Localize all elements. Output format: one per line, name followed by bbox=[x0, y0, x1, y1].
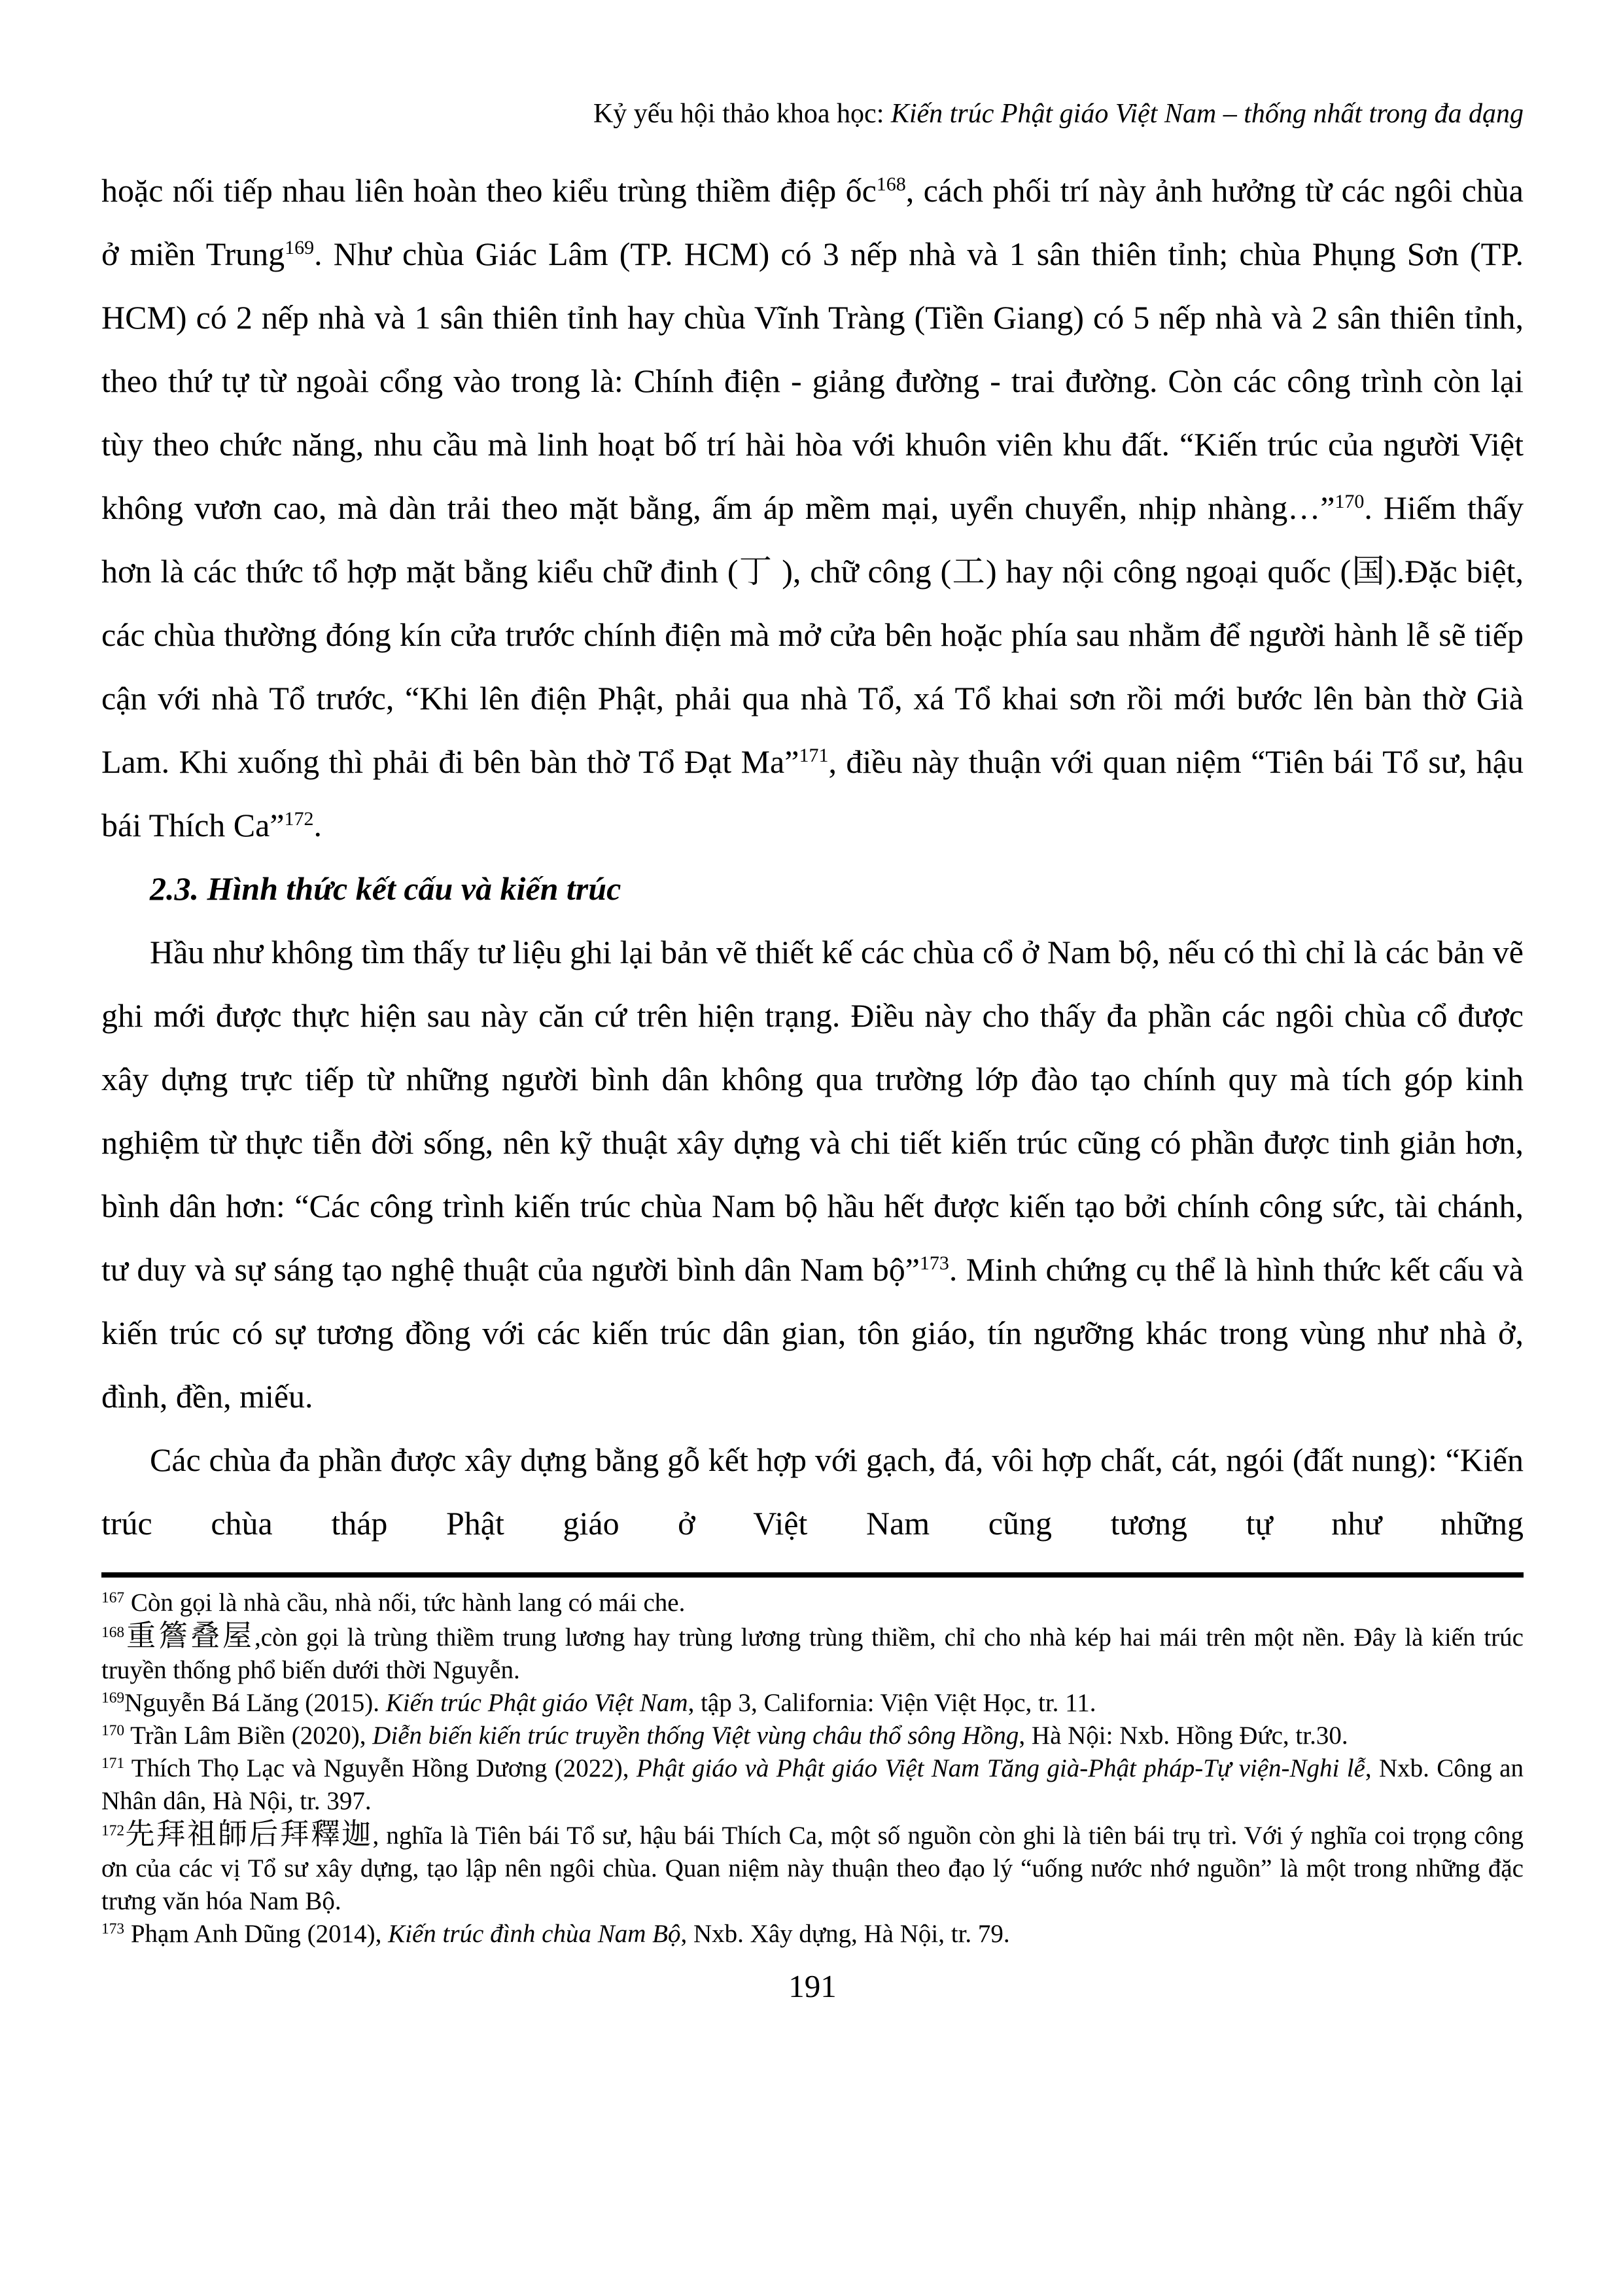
paragraph-3 bbox=[101, 1428, 1524, 1555]
footnote-169 bbox=[101, 1687, 1524, 1720]
paragraph-2 bbox=[101, 921, 1524, 1428]
footnote-167 bbox=[101, 1587, 1524, 1619]
footnote-171 bbox=[101, 1752, 1524, 1818]
text-segment: , Nxb. Công an Nhân dân, Hà Nội, tr. 397. bbox=[101, 1754, 1524, 1815]
text-segment: . Hiếm thấy hơn là các thức tổ hợp mặt bằng kiểu chữ đinh ( bbox=[101, 489, 1524, 590]
text-segment: Còn gọi là nhà cầu, nhà nối, tức hành lang có mái che. bbox=[124, 1588, 686, 1617]
text-segment: , nghĩa là Tiên bái Tổ sư, hậu bái Thích Ca, một số nguồn còn ghi là tiên bái trụ trì. Với ý nghĩa coi trọng công ơn của các vị Tổ sư xây dựng, tạo lập nên ngôi chùa. Quan niệm này thuận theo đạo lý “uống nước nhớ nguồn” là một trong những đặc trưng văn hóa Nam Bộ. bbox=[101, 1821, 1524, 1915]
footnote-168 bbox=[101, 1619, 1524, 1687]
text-segment: . Minh chứng cụ thể là hình thức kết cấu và kiến trúc có sự tương đồng với các kiến trúc dân gian, tôn giáo, tín ngưỡng khác trong vùng như nhà ở, đình, đền, miếu. bbox=[101, 1250, 1524, 1415]
text-segment: , Hà Nội: Nxb. Hồng Đức, tr.30. bbox=[1019, 1721, 1348, 1750]
text-segment: 重簷叠屋 bbox=[124, 1619, 255, 1652]
text-segment: 2.3. Hình thức kết cấu và kiến trúc bbox=[150, 870, 621, 907]
text-segment: Nguyễn Bá Lăng (2015). bbox=[124, 1688, 386, 1717]
text-segment: hoặc nối tiếp nhau liên hoàn theo kiểu trùng thiềm điệp ốc bbox=[101, 171, 877, 209]
footnote-reference: 168 bbox=[876, 173, 906, 195]
footnote-reference: 169 bbox=[285, 237, 315, 258]
text-segment: Phật giáo và Phật giáo Việt Nam Tăng già-Phật pháp-Tự viện-Nghi lễ bbox=[636, 1754, 1365, 1782]
page-number: 191 bbox=[788, 1968, 837, 2004]
paragraph-continuation bbox=[101, 159, 1524, 857]
text-segment: ,còn gọi là trùng thiềm trung lương hay trùng lương trùng thiềm, chỉ cho nhà kép hai mái trên một nền. Đây là kiến trúc truyền thống phổ biến dưới thời Nguyễn. bbox=[101, 1623, 1524, 1684]
text-segment: ), chữ công ( bbox=[773, 552, 952, 590]
text-segment: ) hay nội công ngoại quốc ( bbox=[985, 552, 1352, 590]
text-segment: 丁 bbox=[738, 552, 773, 590]
text-segment: Thích Thọ Lạc và Nguyễn Hồng Dương (2022), bbox=[124, 1754, 637, 1782]
footnote-separator bbox=[101, 1572, 1524, 1578]
footnote-reference: 173 bbox=[919, 1252, 949, 1274]
footnote-reference: 169 bbox=[101, 1689, 125, 1706]
text-segment: Kỷ yếu hội thảo khoa học: bbox=[593, 99, 891, 129]
text-segment: Phạm Anh Dũng (2014), bbox=[124, 1919, 389, 1948]
footnote-173 bbox=[101, 1918, 1524, 1951]
text-segment: 先拜祖師后拜釋迦 bbox=[124, 1817, 373, 1850]
footnote-reference: 170 bbox=[1335, 491, 1365, 512]
text-segment: , tập 3, California: Viện Việt Học, tr. 11. bbox=[688, 1688, 1096, 1717]
footnote-reference: 172 bbox=[101, 1822, 125, 1839]
body-text bbox=[101, 159, 1524, 1555]
running-header bbox=[101, 97, 1524, 132]
text-segment: ).Đặc biệt, các chùa thường đóng kín cửa trước chính điện mà mở cửa bên hoặc phía sau nhằm để người hành lễ sẽ tiếp cận với nhà Tổ trước, “Khi lên điện Phật, phải qua nhà Tổ, xá Tổ khai sơn rồi mới bước lên bàn thờ Già Lam. Khi xuống thì phải đi bên bàn thờ Tổ Đạt Ma” bbox=[101, 552, 1524, 780]
footnote-reference: 173 bbox=[101, 1920, 125, 1937]
text-segment: Diễn biến kiến trúc truyền thống Việt vùng châu thổ sông Hồng bbox=[372, 1721, 1019, 1750]
text-segment: Hầu như không tìm thấy tư liệu ghi lại bản vẽ thiết kế các chùa cổ ở Nam bộ, nếu có thì chỉ là các bản vẽ ghi mới được thực hiện sau này căn cứ trên hiện trạng. Điều này cho thấy đa phần các ngôi chùa cổ được xây dựng trực tiếp từ những người bình dân không qua trường lớp đào tạo chính quy mà tích góp kinh nghiệm từ thực tiễn đời sống, nên kỹ thuật xây dựng và chi tiết kiến trúc cũng có phần được tinh giản hơn, bình dân hơn: “Các công trình kiến trúc chùa Nam bộ hầu hết được kiến tạo bởi chính công sức, tài chánh, tư duy và sự sáng tạo nghệ thuật của người bình dân Nam bộ” bbox=[101, 933, 1524, 1288]
text-segment: , Nxb. Xây dựng, Hà Nội, tr. 79. bbox=[680, 1919, 1010, 1948]
text-segment: . bbox=[313, 806, 323, 843]
text-segment: 工 bbox=[951, 552, 986, 590]
footnote-reference: 170 bbox=[101, 1722, 125, 1739]
text-segment: Trần Lâm Biền (2020), bbox=[124, 1721, 373, 1750]
text-segment: Các chùa đa phần được xây dựng bằng gỗ kết hợp với gạch, đá, vôi hợp chất, cát, ngói (đất nung): “Kiến trúc chùa tháp Phật giáo ở Việt Nam cũng tương tự như những bbox=[101, 1441, 1524, 1542]
text-segment: Kiến trúc đình chùa Nam Bộ bbox=[388, 1919, 681, 1948]
text-segment: Kiến trúc Phật giáo Việt Nam bbox=[385, 1688, 688, 1717]
footnote-reference: 167 bbox=[101, 1589, 125, 1606]
text-segment: , cách phối trí này ảnh hưởng từ các ngôi chùa ở miền Trung bbox=[101, 171, 1524, 272]
footnotes bbox=[101, 1587, 1524, 1951]
text-segment: Kiến trúc Phật giáo Việt Nam – thống nhất trong đa dạng bbox=[890, 99, 1524, 129]
text-segment: . Như chùa Giác Lâm (TP. HCM) có 3 nếp nhà và 1 sân thiên tỉnh; chùa Phụng Sơn (TP. HCM) có 2 nếp nhà và 1 sân thiên tỉnh hay chùa Vĩnh Tràng (Tiền Giang) có 5 nếp nhà và 2 sân thiên tỉnh, theo thứ tự từ ngoài cổng vào trong là: Chính điện - giảng đường - trai đường. Còn các công trình còn lại tùy theo chức năng, nhu cầu mà linh hoạt bố trí hài hòa với khuôn viên khu đất. “Kiến trúc của người Việt không vươn cao, mà dàn trải theo mặt bằng, ấm áp mềm mại, uyển chuyển, nhịp nhàng…” bbox=[101, 235, 1524, 526]
footnote-reference: 171 bbox=[799, 745, 829, 766]
section-heading-2-3 bbox=[101, 857, 1524, 921]
footnote-172 bbox=[101, 1818, 1524, 1918]
text-segment: , điều này thuận với quan niệm “Tiên bái Tổ sư, hậu bái Thích Ca” bbox=[101, 743, 1524, 843]
footnote-reference: 172 bbox=[284, 808, 314, 830]
text-segment: 国 bbox=[1351, 552, 1386, 590]
footnote-reference: 171 bbox=[101, 1754, 125, 1772]
footnote-170 bbox=[101, 1720, 1524, 1752]
footnote-reference: 168 bbox=[101, 1623, 125, 1641]
